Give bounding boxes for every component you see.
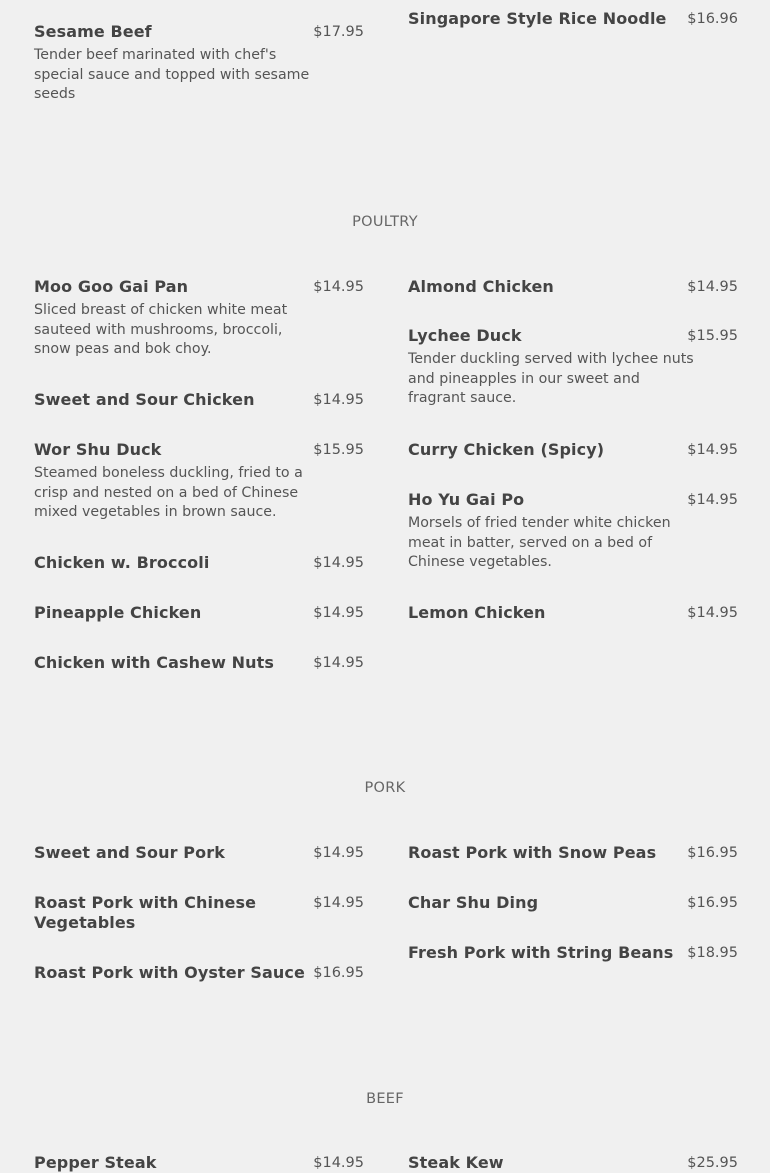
item-price: $14.95 <box>313 392 364 408</box>
menu-item-roast-pork-snow-peas <box>408 843 738 863</box>
menu-item-pineapple-chicken <box>34 603 364 623</box>
item-price: $16.96 <box>687 11 738 27</box>
item-price: $16.95 <box>687 845 738 861</box>
item-name: Sweet and Sour Chicken <box>34 390 255 409</box>
item-price: $16.95 <box>313 965 364 981</box>
menu-item-pepper-steak <box>34 1153 364 1173</box>
item-description: Sliced breast of chicken white meat sauteed with mushrooms, broccoli, snow peas and bok choy. <box>34 302 288 357</box>
menu-item-sweet-sour-pork <box>34 843 364 863</box>
menu-item-roast-pork-chinese-veg <box>34 893 364 933</box>
item-price: $14.95 <box>313 895 364 911</box>
item-price: $14.95 <box>687 492 738 508</box>
menu-item-wor-shu-duck <box>34 440 364 523</box>
item-name: Roast Pork with Snow Peas <box>408 843 657 862</box>
menu-item-singapore-noodle <box>408 9 738 29</box>
item-price: $18.95 <box>687 945 738 961</box>
item-price: $14.95 <box>687 442 738 458</box>
menu-item-chicken-cashew <box>34 653 364 673</box>
menu-item-lychee-duck <box>408 326 738 409</box>
item-price: $25.95 <box>687 1155 738 1171</box>
item-price: $16.95 <box>687 895 738 911</box>
item-name: Lychee Duck <box>408 326 522 345</box>
menu-item-curry-chicken <box>408 440 738 460</box>
item-name: Roast Pork with Chinese Vegetables <box>34 893 257 932</box>
item-description: Tender beef marinated with chef's special sauce and topped with sesame seeds <box>34 47 310 102</box>
section-title-poultry: POULTRY <box>352 214 418 230</box>
item-name: Ho Yu Gai Po <box>408 490 525 509</box>
menu-item-moo-goo-gai-pan <box>34 277 364 360</box>
item-name: Roast Pork with Oyster Sauce <box>34 963 305 982</box>
item-name: Lemon Chicken <box>408 603 546 622</box>
item-price: $14.95 <box>687 605 738 621</box>
menu-item-steak-kew <box>408 1153 738 1173</box>
item-name: Chicken with Cashew Nuts <box>34 653 275 672</box>
item-price: $15.95 <box>687 328 738 344</box>
item-name: Steak Kew <box>408 1153 504 1172</box>
item-description: Steamed boneless duckling, fried to a crisp and nested on a bed of Chinese mixed vegetables in brown sauce. <box>34 465 303 520</box>
menu-item-chicken-broccoli <box>34 553 364 573</box>
menu-item-char-shu-ding <box>408 893 738 913</box>
item-name: Curry Chicken (Spicy) <box>408 440 605 459</box>
item-name: Singapore Style Rice Noodle <box>408 9 667 28</box>
menu-item-sesame-beef <box>34 22 364 105</box>
item-price: $17.95 <box>313 24 364 40</box>
item-name: Sesame Beef <box>34 22 152 41</box>
item-name: Fresh Pork with String Beans <box>408 943 674 962</box>
item-name: Sweet and Sour Pork <box>34 843 225 862</box>
item-price: $14.95 <box>687 279 738 295</box>
item-price: $14.95 <box>313 555 364 571</box>
item-name: Char Shu Ding <box>408 893 539 912</box>
item-description: Morsels of fried tender white chicken meat in batter, served on a bed of Chinese vegetables. <box>408 515 671 570</box>
menu-item-roast-pork-oyster <box>34 963 364 983</box>
section-title-pork: PORK <box>364 780 406 796</box>
item-price: $14.95 <box>313 655 364 671</box>
menu-item-lemon-chicken <box>408 603 738 623</box>
item-name: Pineapple Chicken <box>34 603 202 622</box>
item-name: Almond Chicken <box>408 277 554 296</box>
section-title-beef: BEEF <box>366 1091 404 1107</box>
item-price: $14.95 <box>313 1155 364 1171</box>
menu-item-almond-chicken <box>408 277 738 297</box>
item-name: Pepper Steak <box>34 1153 157 1172</box>
item-name: Wor Shu Duck <box>34 440 162 459</box>
item-price: $15.95 <box>313 442 364 458</box>
menu-item-ho-yu-gai-po <box>408 490 738 573</box>
menu-item-fresh-pork-string-beans <box>408 943 738 963</box>
item-name: Moo Goo Gai Pan <box>34 277 189 296</box>
item-price: $14.95 <box>313 845 364 861</box>
menu-item-sweet-sour-chicken <box>34 390 364 410</box>
item-price: $14.95 <box>313 279 364 295</box>
item-name: Chicken w. Broccoli <box>34 553 210 572</box>
item-description: Tender duckling served with lychee nuts and pineapples in our sweet and fragrant sauce. <box>408 351 694 406</box>
item-price: $14.95 <box>313 605 364 621</box>
